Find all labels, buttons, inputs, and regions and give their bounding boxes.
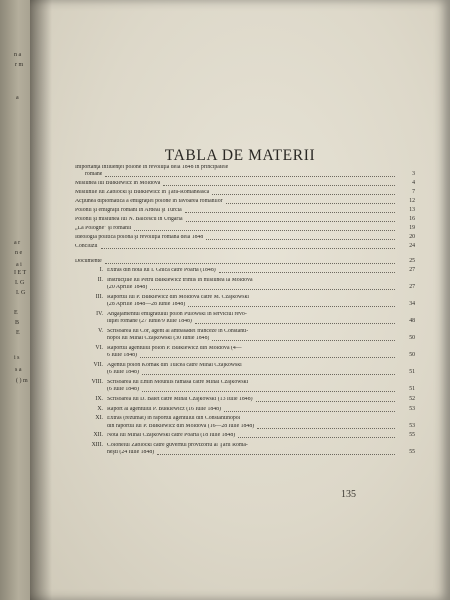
toc-entry-text: Scrisoarea lui Emin Mouhlis rămasă către Mihai Czajkowski: [107, 380, 249, 385]
margin-text-fragment: a: [16, 95, 19, 101]
toc-entry-text: din raportul lui P. Bułkiewicz din Moldova (16—28 Iulie 1848): [107, 423, 255, 429]
toc-entry-number: IV.: [96, 311, 103, 317]
toc-entry-number: XII.: [93, 432, 103, 439]
dot-leader: [140, 356, 395, 358]
toc-entry-number: IX.: [95, 396, 103, 402]
margin-text-fragment: n e: [15, 250, 23, 256]
toc-entry-page: 55: [409, 432, 415, 439]
dot-leader: [105, 175, 395, 177]
page-title: TABLA DE MATERII: [164, 147, 316, 164]
dot-leader: [219, 271, 395, 273]
toc-entry-text: Raportul agentului polon P. Bułkiewicz din Moldova (4—: [107, 346, 242, 351]
toc-entry-number: III.: [95, 294, 103, 300]
toc-entry-text: Scrisoarea lui D. Baiet către Mihai Czajkowski (13 Iulie 1848): [107, 397, 253, 402]
toc-entry-page: 50: [409, 335, 415, 342]
toc-entry-number: VI.: [95, 345, 103, 351]
toc-entry-text: Misiunea lui Bułkiewicz în Moldova: [75, 181, 161, 187]
toc-entry-text: (6 Iulie 1848): [107, 370, 139, 376]
margin-text-fragment: B: [15, 320, 20, 326]
gutter-shadow: [30, 0, 52, 600]
margin-text-fragment: n a: [14, 52, 22, 58]
toc-entry-page: 52: [409, 396, 415, 402]
toc-entry-page: 16: [409, 216, 415, 223]
toc-entry-page: 19: [409, 225, 415, 232]
dot-leader: [206, 238, 395, 240]
dot-leader: [238, 436, 395, 438]
toc-entry-text: Scrisoarea lui Cor, agent al ambasadei franceze în Constanti-: [107, 329, 249, 334]
toc-entry-page: 50: [409, 352, 415, 359]
toc-entry-text: Polonii şi misiunea lui N. Bălcescu în Ungaria: [75, 217, 183, 223]
toc-entry-page: 34: [409, 301, 415, 308]
toc-entry-text: Agentul polon Kornak din Tulcea către Mihai Czajkowski: [107, 363, 242, 368]
dot-leader: [212, 339, 395, 341]
toc-entry-text: luţiei române (27 Iunie/9 Iulie 1848): [107, 319, 192, 325]
previous-page-edge: [0, 0, 34, 600]
toc-entry-text: 6 Iulie 1848): [107, 353, 137, 359]
toc-entry-text: Ideologia politică polonă şi revoluţia română dela 1848: [75, 235, 204, 241]
toc-entry-text: Extras din nota lui I. Ghica către Poartă (1848): [107, 268, 216, 274]
dot-leader: [212, 193, 395, 195]
margin-text-fragment: E: [14, 310, 18, 316]
toc-entry-page: 55: [409, 449, 415, 456]
toc-entry-number: V.: [98, 328, 103, 334]
margin-text-fragment: ( ) m: [16, 378, 28, 384]
margin-text-fragment: I. G: [16, 290, 26, 296]
toc-entry-text: Raportul lui P. Bułkiewicz din Moldova către M. Czajkowski: [107, 295, 250, 300]
dot-leader: [195, 322, 395, 324]
dot-leader: [101, 247, 395, 249]
toc-entry-text: neşti (24 Iulie 1848): [107, 450, 155, 456]
toc-entry-page: 7: [412, 189, 415, 196]
margin-text-fragment: I. G: [15, 280, 25, 286]
toc-entry-text: Acţiunea diplomatică a emigraţiei polone în favoarea românilor: [75, 199, 223, 205]
toc-entry-text: nopol lui Mihai Czajkowski (30 Iunie 1848): [107, 336, 210, 342]
toc-entry-text: Polonii şi emigraţii români în Ardeal şi Turcia: [75, 208, 182, 214]
toc-entry-text: Concluzii: [75, 244, 98, 250]
margin-text-fragment: I E T: [14, 270, 27, 276]
toc-entry-number: VIII.: [91, 379, 103, 385]
toc-entry-page: 13: [409, 207, 415, 214]
toc-entry-page: 48: [409, 318, 415, 325]
toc-entry-number: X.: [97, 405, 103, 412]
toc-entry-page: 53: [409, 405, 415, 412]
toc-entry-page: 51: [409, 386, 415, 393]
toc-entry-text: române: [85, 172, 103, 178]
toc-entry-text: Importanţa influenţei polone în revoluţia dela 1848 în principatele: [75, 165, 229, 170]
toc-entry-text: Angajamentul emigratului polon Pulowski în serviciul revo-: [107, 312, 247, 317]
dot-leader: [134, 229, 395, 231]
toc-entry-number: VII.: [93, 362, 103, 368]
dot-leader: [163, 184, 395, 186]
margin-text-fragment: a r: [14, 240, 21, 246]
toc-entry-text: Nota lui Mihai Czajkowski către Poartă (18 Iulie 1848): [107, 433, 236, 439]
toc-entry-text: Colonelul Zablocki către guvernul provizoriu al Ţării Româ-: [107, 442, 248, 448]
dot-leader: [150, 288, 395, 290]
dot-leader: [224, 410, 395, 412]
toc-entry-text: (28 Aprilie 1848—28 Iunie 1848): [107, 302, 186, 308]
dot-leader: [186, 220, 395, 222]
toc-entry-text: Extras (rezumat) în raportul agentului din Constantinopol: [107, 416, 241, 422]
toc-entry-page: 4: [412, 180, 415, 187]
toc-entry-page: 27: [409, 284, 415, 291]
dot-leader: [257, 427, 395, 429]
toc-entry-text: „La Pologne" şi românii: [75, 226, 132, 232]
toc-entry-text: (20 Aprilie 1848): [107, 285, 148, 291]
dot-leader: [256, 400, 395, 402]
toc-entry-number: II.: [97, 277, 103, 283]
toc-entry-page: 3: [412, 171, 415, 178]
toc-entry-number: XI.: [95, 415, 103, 422]
margin-text-fragment: E: [16, 330, 20, 336]
toc-entry-page: 24: [409, 243, 415, 250]
dot-leader: [185, 211, 395, 213]
toc-entry-text: Misiunile lui Zablocki şi Bułkiewicz în Ţara-Românească: [75, 190, 210, 196]
dot-leader: [157, 453, 395, 455]
dot-leader: [226, 202, 395, 204]
toc-entry-page: 20: [409, 234, 415, 241]
toc-entry-number: XIII.: [91, 441, 103, 448]
toc-entry-page: 12: [409, 198, 415, 205]
toc-entry-text: Raport al agentului P. Bułkiewicz (16 Iulie 1848): [107, 406, 221, 412]
toc-entry-text: Documente: [75, 259, 102, 265]
page-number: 135: [341, 489, 356, 500]
toc-entry-page: 53: [409, 422, 415, 429]
toc-entry-page: 51: [409, 369, 415, 376]
toc-entry-text: (6 Iulie 1848): [107, 387, 139, 393]
toc-entry-page: 27: [409, 267, 415, 274]
dot-leader: [142, 390, 395, 392]
toc-entry-text: Instrucţiile lui Petru Bułkiewicz trimis în misiunea la Moldova: [107, 278, 253, 283]
margin-text-fragment: a i: [16, 262, 22, 268]
toc-entry-page: 25: [409, 258, 415, 265]
dot-leader: [105, 262, 395, 264]
document-page: [30, 0, 450, 600]
toc-entry-number: I.: [99, 267, 103, 274]
margin-text-fragment: r m: [15, 62, 24, 68]
margin-text-fragment: i s: [14, 355, 20, 361]
dot-leader: [142, 373, 395, 375]
margin-text-fragment: s a: [15, 367, 22, 373]
dot-leader: [188, 305, 395, 307]
